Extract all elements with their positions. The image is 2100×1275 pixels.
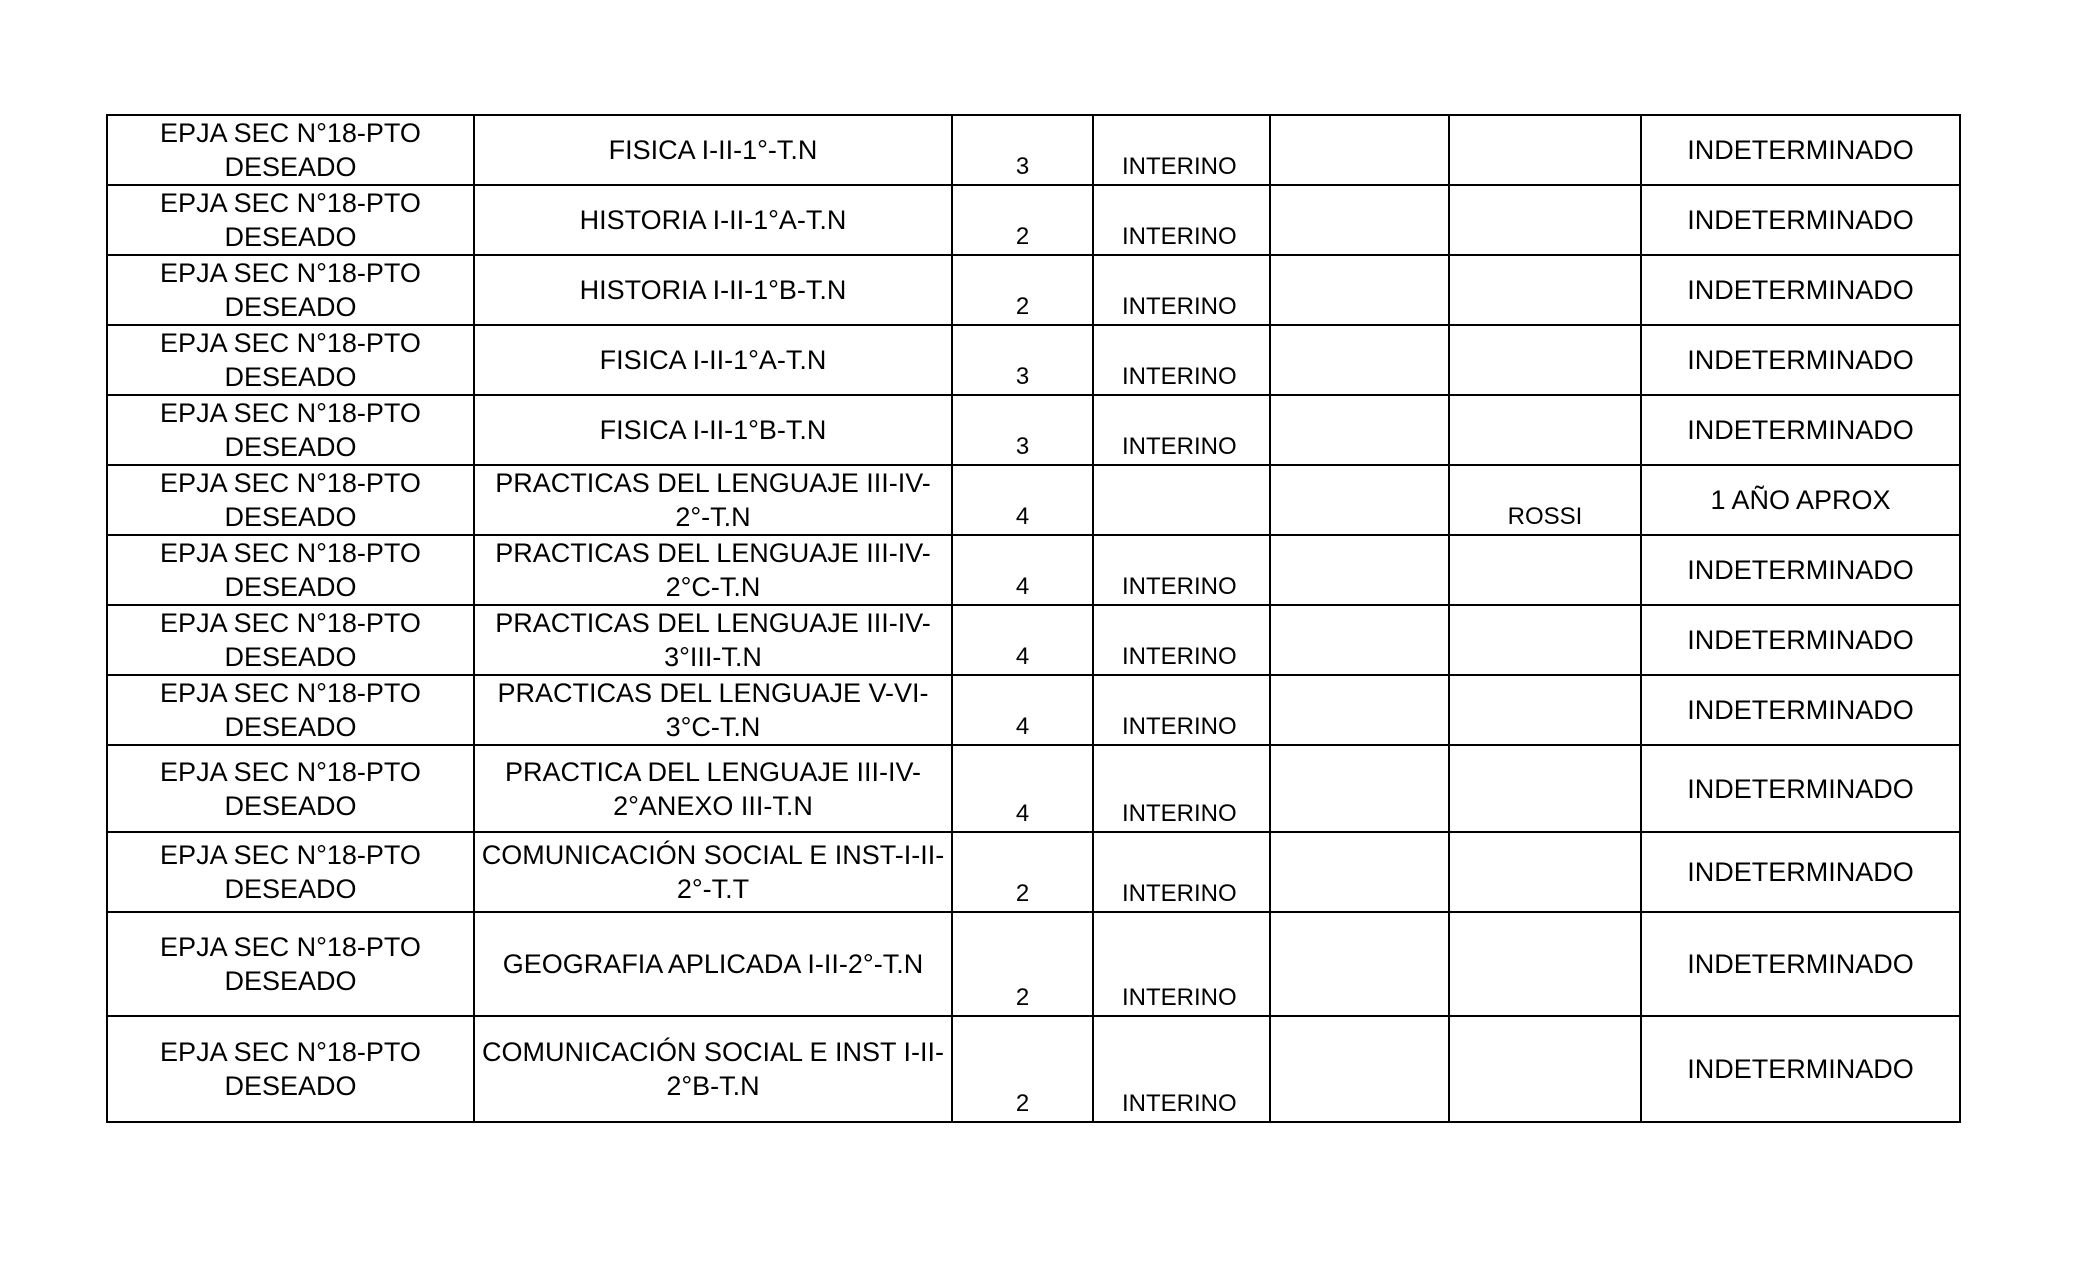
subject-text: FISICA I-II-1°-T.N (608, 135, 818, 165)
type-cell (1093, 832, 1270, 912)
type-cell (1093, 185, 1270, 255)
type-text: INTERINO (1122, 643, 1237, 670)
subject-cell (474, 465, 952, 535)
subject-text: FISICA I-II-1°B-T.N (599, 415, 827, 445)
duration-cell: INDETERMINADO (1641, 325, 1960, 395)
subject-cell (474, 185, 952, 255)
duration-cell: INDETERMINADO (1641, 832, 1960, 912)
name-cell (1449, 1016, 1641, 1122)
subject-text: PRACTICAS DEL LENGUAJE V-VI- 3°C-T.N (497, 678, 929, 742)
subject-text: HISTORIA I-II-1°B-T.N (579, 275, 847, 305)
subject-text: PRACTICA DEL LENGUAJE III-IV- 2°ANEXO III-T.N (504, 756, 922, 821)
table-row (107, 465, 1960, 535)
school-cell (107, 255, 474, 325)
school-cell (107, 115, 474, 185)
type-cell (1093, 1016, 1270, 1122)
name-cell (1449, 185, 1641, 255)
blank-cell (1270, 255, 1449, 325)
type-text: INTERINO (1122, 363, 1237, 390)
duration-cell: INDETERMINADO (1641, 115, 1960, 185)
hours-cell (952, 395, 1093, 465)
school-cell (107, 1016, 474, 1122)
duration-cell: INDETERMINADO (1641, 185, 1960, 255)
school-cell (107, 465, 474, 535)
name-cell (1449, 535, 1641, 605)
school-text: EPJA SEC N°18-PTO DESEADO (160, 328, 421, 392)
table-row (107, 255, 1960, 325)
school-cell (107, 832, 474, 912)
school-text: EPJA SEC N°18-PTO DESEADO (160, 1037, 421, 1101)
subject-cell (474, 395, 952, 465)
subject-text: PRACTICAS DEL LENGUAJE III-IV- 3°III-T.N (495, 608, 931, 672)
school-text: EPJA SEC N°18-PTO DESEADO (160, 188, 421, 252)
blank-cell (1270, 912, 1449, 1016)
name-cell (1449, 832, 1641, 912)
subject-cell (474, 1016, 952, 1122)
type-text: INTERINO (1122, 433, 1237, 460)
hours-cell (952, 185, 1093, 255)
type-text: INTERINO (1122, 984, 1237, 1011)
type-text: INTERINO (1122, 573, 1237, 600)
hours-text: 2 (1015, 223, 1030, 250)
name-cell (1449, 912, 1641, 1016)
type-text: INTERINO (1122, 293, 1237, 320)
school-text: EPJA SEC N°18-PTO DESEADO (160, 258, 421, 322)
school-text: EPJA SEC N°18-PTO DESEADO (160, 932, 421, 996)
subject-text: PRACTICAS DEL LENGUAJE III-IV- 2°C-T.N (495, 538, 931, 602)
table-row (107, 185, 1960, 255)
subject-cell (474, 675, 952, 745)
blank-cell (1270, 185, 1449, 255)
subject-cell (474, 745, 952, 832)
duration-cell: INDETERMINADO (1641, 395, 1960, 465)
hours-text: 4 (1015, 573, 1030, 600)
school-text: EPJA SEC N°18-PTO DESEADO (160, 608, 421, 672)
blank-cell (1270, 1016, 1449, 1122)
type-text: INTERINO (1122, 1090, 1237, 1117)
hours-text: 4 (1015, 713, 1030, 740)
table-row (107, 745, 1960, 832)
hours-cell (952, 465, 1093, 535)
hours-text: 3 (1015, 363, 1030, 390)
duration-cell: 1 AÑO APROX (1641, 465, 1960, 535)
blank-cell (1270, 832, 1449, 912)
blank-cell (1270, 675, 1449, 745)
hours-cell (952, 912, 1093, 1016)
school-cell (107, 605, 474, 675)
hours-cell (952, 535, 1093, 605)
hours-text: 4 (1015, 503, 1030, 530)
subject-cell (474, 325, 952, 395)
table-row (107, 832, 1960, 912)
type-cell (1093, 535, 1270, 605)
duration-cell: INDETERMINADO (1641, 745, 1960, 832)
type-text: INTERINO (1122, 800, 1237, 827)
duration-cell: INDETERMINADO (1641, 255, 1960, 325)
hours-cell (952, 115, 1093, 185)
name-cell (1449, 605, 1641, 675)
school-text: EPJA SEC N°18-PTO DESEADO (160, 678, 421, 742)
school-cell (107, 675, 474, 745)
duration-cell: INDETERMINADO (1641, 605, 1960, 675)
table-row (107, 115, 1960, 185)
type-cell (1093, 605, 1270, 675)
subject-cell (474, 535, 952, 605)
subject-text: HISTORIA I-II-1°A-T.N (579, 205, 847, 235)
hours-text: 2 (1015, 880, 1030, 907)
type-cell (1093, 325, 1270, 395)
name-cell (1449, 395, 1641, 465)
school-cell (107, 185, 474, 255)
type-cell (1093, 675, 1270, 745)
school-cell (107, 912, 474, 1016)
table-body (107, 115, 1960, 1122)
hours-text: 3 (1015, 433, 1030, 460)
subject-text: COMUNICACIÓN SOCIAL E INST-I-II- 2°-T.T (481, 840, 945, 904)
hours-text: 2 (1015, 1090, 1030, 1117)
table-row (107, 395, 1960, 465)
table-row (107, 535, 1960, 605)
hours-text: 3 (1015, 153, 1030, 180)
hours-cell (952, 605, 1093, 675)
blank-cell (1270, 535, 1449, 605)
subject-cell (474, 115, 952, 185)
name-cell (1449, 255, 1641, 325)
school-cell (107, 395, 474, 465)
hours-text: 4 (1015, 800, 1030, 827)
type-text: INTERINO (1122, 153, 1237, 180)
subject-cell (474, 605, 952, 675)
hours-cell (952, 745, 1093, 832)
school-text: EPJA SEC N°18-PTO DESEADO (160, 468, 421, 532)
school-cell (107, 325, 474, 395)
type-cell (1093, 395, 1270, 465)
school-text: EPJA SEC N°18-PTO DESEADO (160, 118, 421, 182)
table-row (107, 605, 1960, 675)
blank-cell (1270, 465, 1449, 535)
hours-cell (952, 675, 1093, 745)
table-row (107, 325, 1960, 395)
blank-cell (1270, 745, 1449, 832)
subject-cell (474, 832, 952, 912)
type-text: INTERINO (1122, 223, 1237, 250)
type-cell (1093, 115, 1270, 185)
subject-text: FISICA I-II-1°A-T.N (599, 345, 827, 375)
subject-cell (474, 912, 952, 1016)
type-text: INTERINO (1122, 713, 1237, 740)
subject-text: PRACTICAS DEL LENGUAJE III-IV- 2°-T.N (495, 468, 931, 532)
school-text: EPJA SEC N°18-PTO DESEADO (160, 840, 421, 904)
blank-cell (1270, 115, 1449, 185)
school-cell (107, 535, 474, 605)
duration-cell: INDETERMINADO (1641, 1016, 1960, 1122)
name-cell (1449, 675, 1641, 745)
type-cell (1093, 745, 1270, 832)
school-text: EPJA SEC N°18-PTO DESEADO (160, 398, 421, 462)
hours-cell (952, 832, 1093, 912)
hours-cell (952, 255, 1093, 325)
type-cell (1093, 255, 1270, 325)
name-cell (1449, 115, 1641, 185)
type-text: INTERINO (1122, 880, 1237, 907)
school-text: EPJA SEC N°18-PTO DESEADO (160, 538, 421, 602)
duration-cell: INDETERMINADO (1641, 912, 1960, 1016)
vacancies-table (106, 114, 1961, 1123)
hours-text: 2 (1015, 984, 1030, 1011)
duration-cell: INDETERMINADO (1641, 535, 1960, 605)
name-cell (1449, 745, 1641, 832)
blank-cell (1270, 395, 1449, 465)
hours-text: 4 (1015, 643, 1030, 670)
duration-cell: INDETERMINADO (1641, 675, 1960, 745)
hours-text: 2 (1015, 293, 1030, 320)
blank-cell (1270, 325, 1449, 395)
name-cell (1449, 325, 1641, 395)
name-text: ROSSI (1507, 503, 1583, 530)
type-cell (1093, 465, 1270, 535)
blank-cell (1270, 605, 1449, 675)
type-cell (1093, 912, 1270, 1016)
table-row (107, 675, 1960, 745)
school-text: EPJA SEC N°18-PTO DESEADO (160, 756, 421, 821)
subject-text: COMUNICACIÓN SOCIAL E INST I-II- 2°B-T.N (481, 1037, 945, 1101)
name-cell (1449, 465, 1641, 535)
table-row (107, 1016, 1960, 1122)
table-row (107, 912, 1960, 1016)
subject-text: GEOGRAFIA APLICADA I-II-2°-T.N (502, 949, 924, 979)
hours-cell (952, 1016, 1093, 1122)
hours-cell (952, 325, 1093, 395)
school-cell (107, 745, 474, 832)
subject-cell (474, 255, 952, 325)
